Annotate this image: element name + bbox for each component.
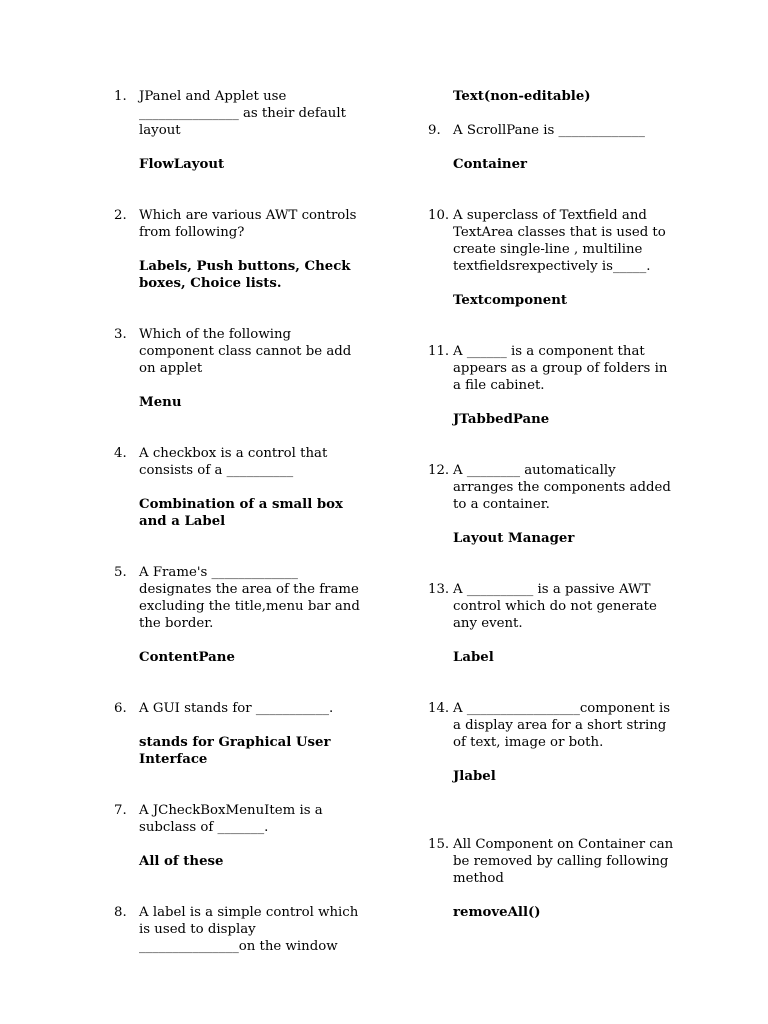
question-text: JPanel and Applet use _______________ as their default layout xyxy=(139,89,346,138)
question-item xyxy=(428,462,678,547)
question-item xyxy=(114,802,364,870)
question-item xyxy=(428,122,678,173)
question-number: 14. xyxy=(428,701,450,716)
answer-text: Layout Manager xyxy=(453,531,575,546)
answer-text: Label xyxy=(453,650,494,665)
question-item xyxy=(114,564,364,666)
question-text: A checkbox is a control that consists of a __________ xyxy=(139,446,328,478)
question-text: Which are various AWT controls from following? xyxy=(139,208,357,240)
question-text: A ________ automatically arranges the components added to a container. xyxy=(453,463,671,512)
question-text: Which of the following component class cannot be add on applet xyxy=(139,327,352,376)
question-item xyxy=(428,343,678,428)
answer-text: JTabbedPane xyxy=(453,412,550,427)
left-column xyxy=(114,88,364,972)
question-item xyxy=(428,581,678,666)
question-number: 10. xyxy=(428,208,450,223)
question-item xyxy=(114,88,364,173)
question-text: All Component on Container can be removed by calling following method xyxy=(453,837,674,886)
question-number: 6. xyxy=(114,701,127,716)
answer-text: Textcomponent xyxy=(453,293,568,308)
question-text: A ______ is a component that appears as a group of folders in a file cabinet. xyxy=(453,344,668,393)
answer-text: Jlabel xyxy=(453,769,496,784)
question-text: A Frame's _____________ designates the area of the frame excluding the title,menu bar and the border. xyxy=(139,565,360,631)
question-item xyxy=(114,445,364,530)
question-item xyxy=(428,207,678,309)
question-number: 13. xyxy=(428,582,450,597)
question-number: 3. xyxy=(114,327,127,342)
question-text: A __________ is a passive AWT control which do not generate any event. xyxy=(453,582,657,631)
question-text: A JCheckBoxMenuItem is a subclass of _______. xyxy=(139,803,323,835)
question-text: A label is a simple control which is used to display _______________on the window xyxy=(139,905,359,954)
question-number: 11. xyxy=(428,344,450,359)
answer-text: All of these xyxy=(139,854,224,869)
question-text: A ScrollPane is _____________ xyxy=(453,123,645,138)
question-item xyxy=(428,836,678,921)
question-number: 5. xyxy=(114,565,127,580)
question-item xyxy=(114,904,364,955)
question-number: 1. xyxy=(114,89,127,104)
question-number: 8. xyxy=(114,905,127,920)
question-number: 4. xyxy=(114,446,127,461)
question-text: A _________________component is a display area for a short string of text, image or both. xyxy=(453,701,671,750)
answer-text: Container xyxy=(453,157,528,172)
answer-text: Menu xyxy=(139,395,182,410)
question-text: A superclass of Textfield and TextArea classes that is used to create single-line , multiline textfieldsrexpectively is_____. xyxy=(453,208,666,274)
question-number: 7. xyxy=(114,803,127,818)
answer-text: stands for Graphical User Interface xyxy=(139,735,331,767)
question-number: 9. xyxy=(428,123,441,138)
answer-text: Labels, Push buttons, Check boxes, Choice lists. xyxy=(139,259,351,291)
question-number: 2. xyxy=(114,208,127,223)
right-column xyxy=(428,88,678,938)
answer-text: ContentPane xyxy=(139,650,235,665)
question-item xyxy=(114,700,364,768)
answer-text: removeAll() xyxy=(453,905,541,920)
question-text: A GUI stands for ___________. xyxy=(139,701,334,716)
answer-text: Text(non-editable) xyxy=(453,89,591,104)
question-item xyxy=(114,326,364,411)
answer-text: Combination of a small box and a Label xyxy=(139,497,343,529)
answer-text: FlowLayout xyxy=(139,157,225,172)
question-number: 15. xyxy=(428,837,450,852)
question-item xyxy=(428,700,678,785)
question-item xyxy=(114,207,364,292)
question-number: 12. xyxy=(428,463,450,478)
